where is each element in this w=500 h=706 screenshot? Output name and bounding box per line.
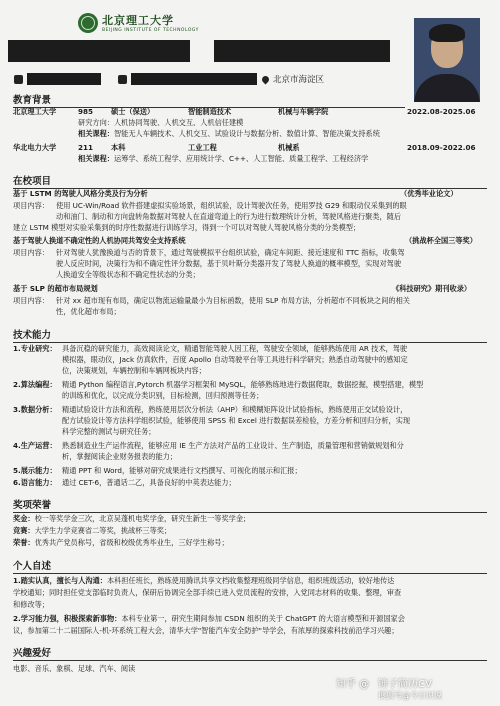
- hobbies-section: [13, 645, 487, 661]
- watermark-zhihu: 知乎 @: [336, 679, 370, 690]
- edu2-dates: 2018.09-2022.06: [407, 143, 476, 152]
- hobbies-text: 电影、音乐、象棋、足球、汽车、阅读: [13, 664, 136, 673]
- skill4-label: 4.生产运营：: [13, 441, 57, 450]
- skill3-line: 精通试验设计方法和流程，熟练使用层次分析法（AHP）和模糊矩阵设计试验指标，熟练使用正交试验设计，: [62, 405, 408, 414]
- skill5-line: 精通 PPT 和 Word，能够对研究成果进行文档撰写、可视化的展示和汇报；: [62, 466, 302, 475]
- redacted-name: [8, 40, 190, 62]
- project1-line: 使用 UC-Win/Road 软件搭建虚拟实验场景，组织试验，设计驾驶次任务，使用罗技 G29 和眼动仪采集到的眼: [56, 201, 407, 210]
- self-eval2-line: 议，参加第二十二届国际人-机-环系统工程大会，清华大学"智能汽车安全防护"导学会，有浓厚的探索科技前沿学习兴趣；: [13, 626, 399, 635]
- logo-cn-text: 北京理工大学: [102, 14, 174, 27]
- hobbies-title: 兴趣爱好: [13, 645, 487, 661]
- project3-name: 基于 SLP 的超市布局规划: [13, 284, 98, 293]
- phone-icon: [118, 75, 127, 84]
- project1-name: 基于 LSTM 的驾驶人风格分类及行为分析: [13, 189, 148, 198]
- person-icon: [14, 75, 23, 84]
- skill1-label: 1.专业研究：: [13, 344, 57, 353]
- projects-section: [13, 173, 487, 189]
- edu2-tier: 211: [78, 143, 94, 152]
- skill1-line: 具备沉稳的研究能力，高效阅读论文，精通智能驾驶人因工程，驾驶安全领域，能够熟练使用 AR 技术，驾驶: [62, 344, 408, 353]
- edu1-college: 机械与车辆学院: [278, 107, 329, 116]
- contact-location: [262, 73, 324, 85]
- edu1-dates: 2022.08-2025.06: [407, 107, 476, 116]
- awards-section: [13, 497, 487, 513]
- redacted-info: [214, 40, 390, 62]
- project3-line: 针对 xx 超市现有布局，确定以物流运输量最小为目标函数，使用 SLP 布局方法，分析超市不同板块之间的相关: [56, 296, 410, 305]
- project2-line: 驶人反应时间，决策行为和不确定性评分数据，基于贝叶斯分类器开发了驾驶人换道的概率模型，实现对驾驶: [56, 259, 402, 268]
- project3-line: 性，优化超市布局；: [56, 307, 121, 316]
- skill2-line: 的训练和优化，以完成分类识别，目标检测，回归预测等任务；: [62, 391, 264, 400]
- award-row: 竞赛：大学生力学竞赛省二等奖，挑战杯三等奖；: [13, 526, 172, 535]
- award-row: 奖金：校一等奖学金三次，北京吴蓬机电奖学金，研究生新生一等奖学金；: [13, 514, 251, 523]
- project2-tag: （挑战杯全国三等奖）: [405, 236, 477, 245]
- edu1-research: 研究方向：人机协同驾驶、人机交互、人机信任建模: [78, 118, 244, 127]
- project1-label: 项目内容：: [13, 201, 49, 210]
- self-eval-section: [13, 558, 487, 574]
- skill2-label: 2.算法编程：: [13, 380, 57, 389]
- skill3-label: 3.数据分析：: [13, 405, 57, 414]
- contact-phone: [118, 73, 257, 85]
- watermark-cv: 锤子简历CV: [378, 679, 432, 690]
- skills-section: [13, 327, 487, 343]
- project1-line: 建立 LSTM 模型对实验采集到的时序性数据进行训练学习，得到一个可以对驾驶人驾驶风格分类的分类模型；: [13, 223, 361, 232]
- edu2-courses: 相关课程：运筹学、系统工程学、应用统计学、C++、人工智能、质量工程学、工程经济学: [78, 154, 369, 163]
- edu2-degree: 本科: [111, 143, 126, 152]
- watermark-sohu: 搜狐号@今日识说: [378, 691, 442, 700]
- project3-tag: 《科技研究》期刊收录）: [392, 284, 472, 293]
- redacted-phone: [131, 73, 257, 85]
- projects-title: 在校项目: [13, 173, 487, 189]
- skill6-line: 通过 CET-6，普通话二乙，具备良好的中英表达能力；: [62, 478, 236, 487]
- edu1-school: 北京理工大学: [13, 107, 57, 116]
- edu1-tier: 985: [78, 107, 94, 116]
- project2-name: 基于驾驶人换道不确定性的人机协同共驾安全支持系统: [13, 236, 186, 245]
- education-section: [13, 92, 487, 108]
- self-eval-title: 个人自述: [13, 558, 487, 574]
- university-seal-icon: [78, 13, 98, 33]
- awards-title: 奖项荣誉: [13, 497, 487, 513]
- skill2-line: 精通 Python 编程语言,Pytorch 机器学习框架和 MySQL，能够熟练地进行数据爬取，数据挖掘，模型搭建，模型: [62, 380, 424, 389]
- skill5-label: 5.展示能力：: [13, 466, 57, 475]
- project2-line: 针对驾驶人犹豫换道与否的背景下，通过驾驶模拟平台组织试验，确定车间距、接近速度和 TTC 指标，收集驾: [56, 248, 405, 257]
- skill3-line: 配方试验设计等方法科学组织试验，能够使用 SPSS 和 Excel 进行数据误差检验，方差分析和回归分析，实现: [62, 416, 411, 425]
- logo-en-text: BEIJING INSTITUTE OF TECHNOLOGY: [102, 28, 199, 33]
- project2-label: 项目内容：: [13, 248, 49, 257]
- project1-tag: （优秀毕业论文）: [400, 189, 458, 198]
- edu1-degree: 硕士（保送）: [111, 107, 155, 116]
- edu2-school: 华北电力大学: [13, 143, 57, 152]
- university-logo: [78, 12, 199, 33]
- self-eval1-line: 1.踏实认真，擅长与人沟通：本科担任班长，熟练使用腾讯共享文档收集整理班级同学信息，组织班级活动，较好地传达: [13, 576, 395, 585]
- skill6-label: 6.语言能力：: [13, 478, 57, 487]
- self-eval1-line: 学校通知；同时担任党支部临时负责人，保研后协调完全部手续已进入党员流程的安排，入党同志材料的收集、整理，审查: [13, 588, 402, 597]
- edu1-courses: 相关课程：智能无人车辆技术、人机交互、试验设计与数据分析、数值计算、智能决策支持系统: [78, 129, 380, 138]
- skill1-line: 模拟器，眼动仪，Jack 仿真软件，百度 Apollo 自动驾驶平台等工具进行科学研究；熟悉自动驾驶中的感知定: [62, 355, 408, 364]
- skill4-line: 析，掌握阅读企业财务报表的能力；: [62, 452, 178, 461]
- project2-line: 人换道安全等级状态和不确定性状态的分类；: [56, 270, 200, 279]
- project3-label: 项目内容：: [13, 296, 49, 305]
- self-eval2-line: 2.学习能力强，积极探索新事物：本科专业第一，研究生期间参加 CSDN 组织的关于 ChatGPT 的大语言模型和开源国家会: [13, 614, 405, 623]
- self-eval1-line: 和修改等；: [13, 600, 49, 609]
- skill4-line: 熟悉制造业生产运作流程，能够应用 IE 生产方法对产品的工业设计、生产制造，质量管理和营销做规划和分: [62, 441, 404, 450]
- location-pin-icon: [261, 74, 271, 84]
- location-text: 北京市海淀区: [273, 75, 325, 85]
- edu2-college: 机械系: [278, 143, 300, 152]
- education-title: 教育背景: [13, 92, 405, 108]
- contact-age: [14, 73, 101, 85]
- skill1-line: 位，决策规划，车辆控制和车辆网板块内容；: [62, 366, 206, 375]
- profile-photo: [414, 18, 480, 102]
- redacted-age: [27, 73, 101, 85]
- skill3-line: 科学完整的测试与研究任务；: [62, 427, 156, 436]
- edu1-major: 智能制造技术: [188, 107, 232, 116]
- edu2-major: 工业工程: [188, 143, 217, 152]
- skills-title: 技术能力: [13, 327, 487, 343]
- project1-line: 动和油门、制动和方向盘转角数据对驾驶人在直道弯道上的行为进行数理统计分析，驾驶风格进行聚类，随后: [56, 212, 402, 221]
- award-row: 荣誉：优秀共产党员称号，省级和校级优秀毕业生，三好学生称号；: [13, 538, 229, 547]
